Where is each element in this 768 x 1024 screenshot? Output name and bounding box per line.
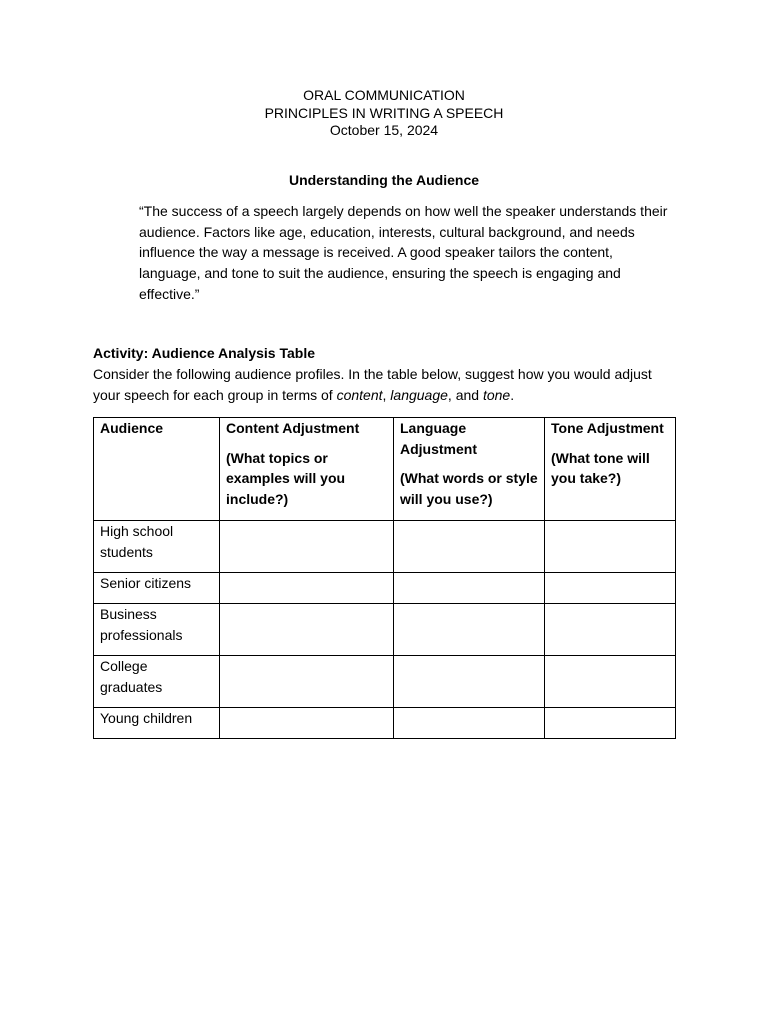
document-date: October 15, 2024 (329, 122, 439, 138)
table-row (94, 521, 676, 573)
table-row (94, 656, 676, 708)
column-title: Content Adjustment (226, 420, 360, 436)
content-answer-cell[interactable] (220, 656, 394, 708)
lesson-title: PRINCIPLES IN WRITING A SPEECH (264, 104, 504, 121)
table-header-row (94, 418, 676, 521)
section-title: Understanding the Audience (288, 172, 480, 188)
tone-answer-cell[interactable] (545, 573, 676, 604)
document-header (0, 87, 768, 140)
term-content: content (336, 386, 383, 403)
separator: , (382, 386, 391, 403)
column-title: Audience (100, 420, 164, 436)
column-header-content (220, 418, 394, 521)
column-header-audience (94, 418, 220, 521)
content-answer-cell[interactable] (220, 708, 394, 739)
term-language: language (390, 386, 448, 403)
language-answer-cell[interactable] (394, 573, 545, 604)
table-row (94, 604, 676, 656)
tone-answer-cell[interactable] (545, 708, 676, 739)
language-answer-cell[interactable] (394, 708, 545, 739)
content-answer-cell[interactable] (220, 573, 394, 604)
language-answer-cell[interactable] (394, 604, 545, 656)
column-title: Language Adjustment (400, 420, 477, 457)
tone-answer-cell[interactable] (545, 521, 676, 573)
table-row (94, 708, 676, 739)
column-title: Tone Adjustment (551, 420, 664, 436)
language-answer-cell[interactable] (394, 521, 545, 573)
column-question: (What words or style will you use?) (400, 470, 538, 508)
instructions-end: . (510, 386, 515, 403)
audience-analysis-table (93, 417, 676, 739)
column-header-language (394, 418, 545, 521)
audience-cell: Senior citizens (94, 573, 220, 604)
language-answer-cell[interactable] (394, 656, 545, 708)
activity-title: Activity: Audience Analysis Table (93, 345, 315, 361)
column-question: (What topics or examples will you include?) (226, 449, 346, 508)
column-question: (What tone will you take?) (551, 449, 650, 487)
separator: , and (447, 386, 483, 403)
audience-cell: High school students (94, 521, 220, 573)
term-tone: tone (482, 386, 511, 403)
content-answer-cell[interactable] (220, 521, 394, 573)
content-answer-cell[interactable] (220, 604, 394, 656)
tone-answer-cell[interactable] (545, 604, 676, 656)
table-row (94, 573, 676, 604)
audience-cell: College graduates (94, 656, 220, 708)
audience-cell: Business professionals (94, 604, 220, 656)
column-header-tone (545, 418, 676, 521)
tone-answer-cell[interactable] (545, 656, 676, 708)
audience-cell: Young children (94, 708, 220, 739)
activity-instructions (93, 364, 663, 405)
course-title: ORAL COMMUNICATION (303, 87, 465, 103)
quote-paragraph: “The success of a speech largely depends on how well the speaker understands their audience. Factors like age, education, interests, cultural background, and needs influence the way a message is received. A good speaker tailors the content, language, and tone to suit the audience, ensuring the speech is engaging and effective.” (139, 203, 668, 302)
instructions-text: Consider the following audience profiles. In the table below, suggest how you would adjust your speech for each group in terms of (93, 366, 652, 403)
